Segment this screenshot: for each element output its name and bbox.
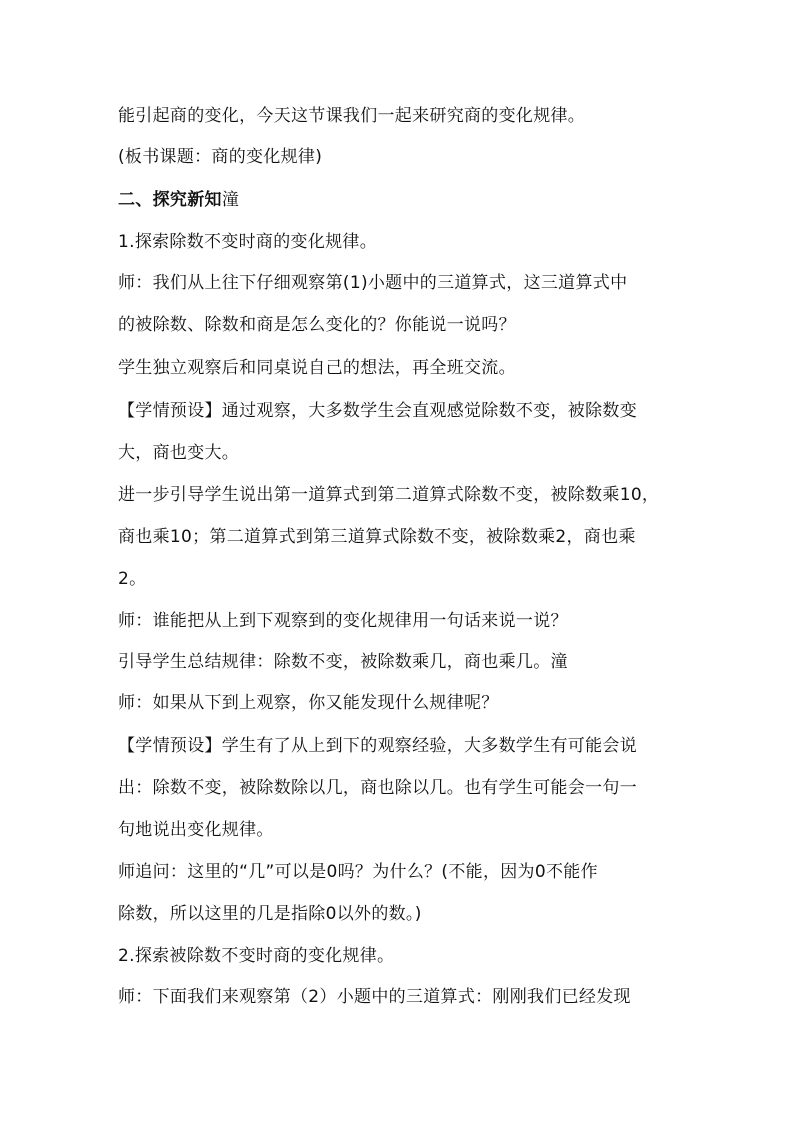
preset-line-1: 【学情预设】通过观察，大多数学生会直观感觉除数不变，被除数变: [118, 401, 637, 421]
preset-line-3: 【学情预设】学生有了从上到下的观察经验，大多数学生有可能会说: [118, 736, 637, 756]
guide-line-1: 进一步引导学生说出第一道算式到第二道算式除数不变，被除数乘10，: [118, 485, 660, 505]
preset-line-5: 句地说出变化规律。: [118, 820, 274, 840]
teacher-line-3: 师：下面我们来观察第（2）小题中的三道算式：刚刚我们已经发现: [118, 987, 631, 1007]
teacher-reverse-line: 师：如果从下到上观察，你又能发现什么规律呢？: [118, 693, 499, 713]
teacher-followup-line-2: 除数，所以这里的几是指除0以外的数。): [118, 904, 422, 924]
teacher-question-line: 师：谁能把从上到下观察到的变化规律用一句话来说一说？: [118, 611, 568, 631]
heading-mark: 潼: [221, 190, 240, 210]
section-heading-text: 二、探究新知: [118, 190, 222, 210]
teacher-followup-line-1: 师追问：这里的“几”可以是0吗？为什么？(不能，因为0不能作: [118, 862, 598, 882]
preset-line-2: 大，商也变大。: [118, 443, 240, 463]
teacher-line-2: 的被除数、除数和商是怎么变化的？你能说一说吗？: [118, 315, 516, 335]
paragraph-line-1: 能引起商的变化，今天这节课我们一起来研究商的变化规律。: [118, 106, 586, 126]
rule-summary-line: [118, 649, 568, 675]
rule-mark: 潼: [550, 652, 568, 672]
section-heading: [118, 187, 239, 213]
subsection-heading-1: 1.探索除数不变时商的变化规律。: [118, 232, 378, 252]
rule-summary-text: 引导学生总结规律：除数不变，被除数乘几，商也乘几。: [118, 652, 551, 672]
board-title-line: (板书课题：商的变化规律): [118, 147, 323, 167]
teacher-line-1: 师：我们从上往下仔细观察第(1)小题中的三道算式，这三道算式中: [118, 273, 628, 293]
student-activity-line: 学生独立观察后和同桌说自己的想法，再全班交流。: [118, 358, 516, 378]
preset-line-4: 出：除数不变，被除数除以几，商也除以几。也有学生可能会一句一: [118, 778, 637, 798]
guide-line-2: 商也乘10；第二道算式到第三道算式除数不变，被除数乘2，商也乘: [118, 527, 636, 547]
subsection-heading-2: 2.探索被除数不变时商的变化规律。: [118, 946, 395, 966]
guide-line-3: 2。: [118, 569, 147, 589]
